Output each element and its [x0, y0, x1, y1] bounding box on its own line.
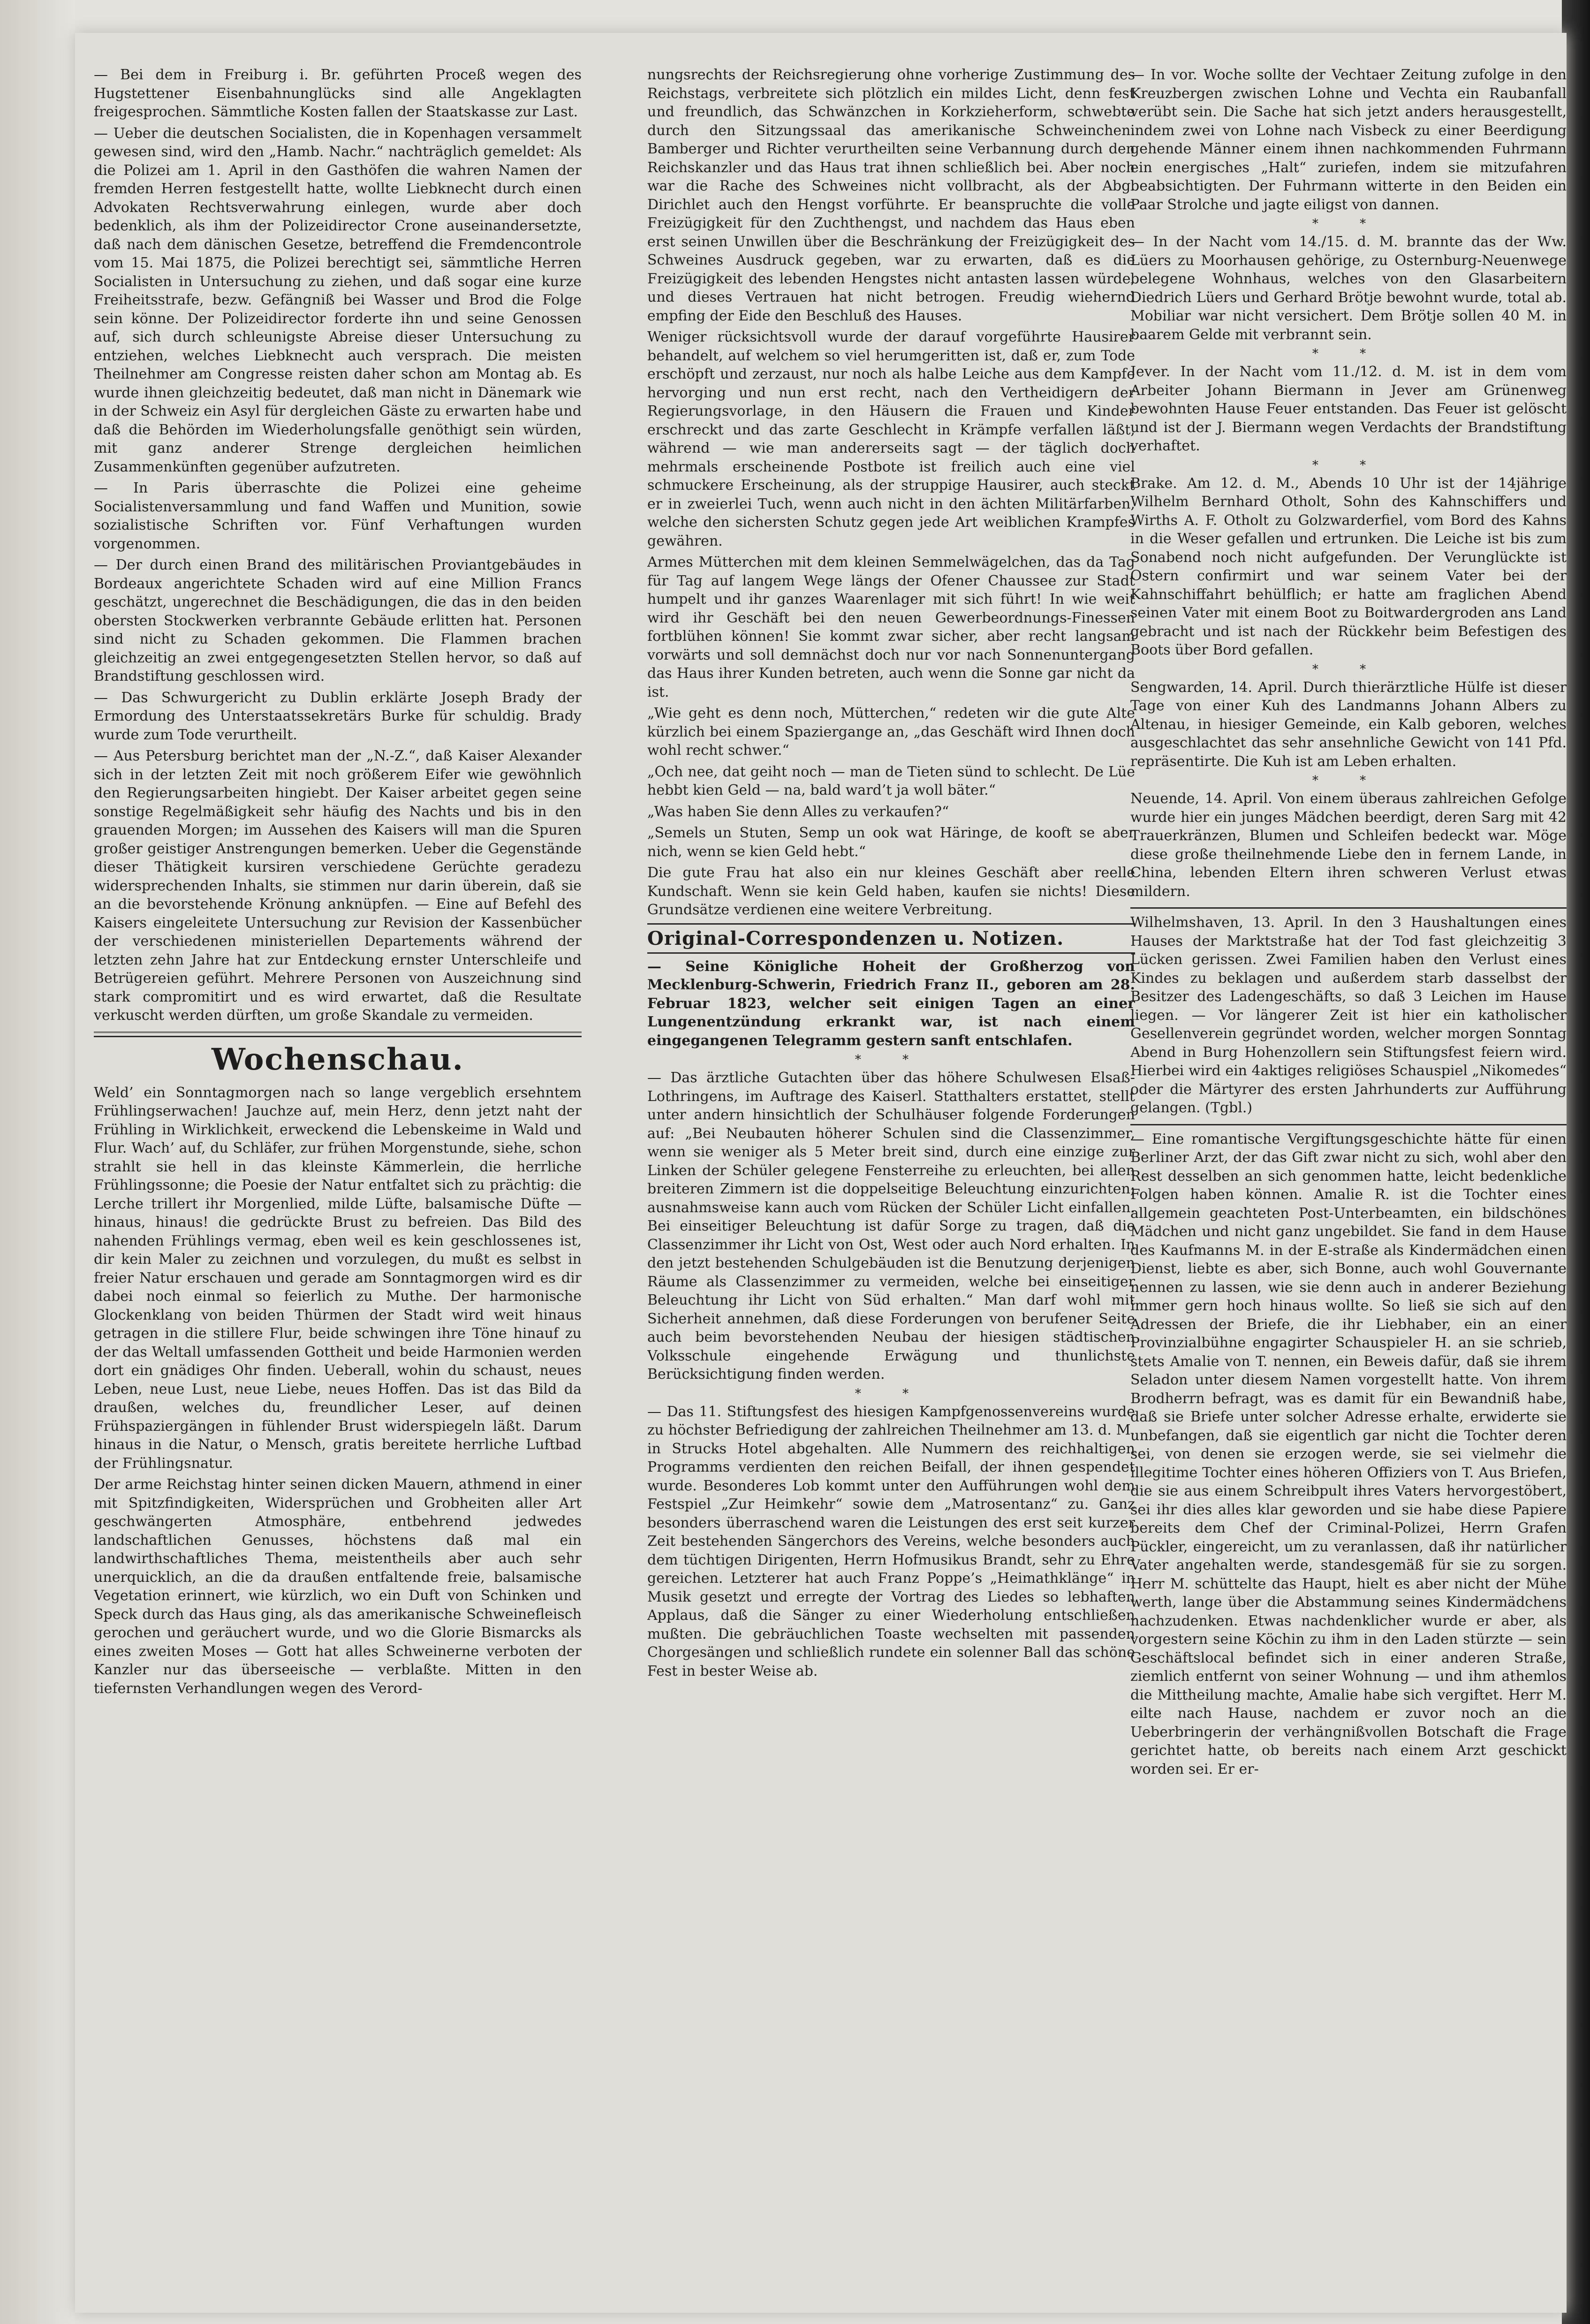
article-dublin: — Das Schwurgericht zu Dublin erklärte Joseph Brady der Ermordung des Unterstaatssekretärs Burke für schuldig. Brady wurde zum Tode verurtheilt.	[94, 689, 582, 743]
column-left	[94, 66, 582, 1701]
article-freiburg: — Bei dem in Freiburg i. Br. geführten Proceß wegen des Hugstettener Eisenbahnunglücks sind alle Angeklagten freigesprochen. Sämmtliche Kosten fallen der Staatskasse zur Last.	[94, 67, 582, 120]
article-jever: Jever. In der Nacht vom 11./12. d. M. ist in dem vom Arbeiter Johann Biermann in Jever am Grünenweg bewohnten Hause Feuer entstanden. Das Feuer ist gelöscht und ist der J. Biermann wegen Verdachts der Brandstiftung verhaftet.	[1130, 364, 1567, 454]
wochenschau-closing: Die gute Frau hat also ein nur kleines Geschäft aber reelle Kundschaft. Wenn sie kein Geld haben, kaufen sie nichts! Diese Grundsätze verdienen eine weitere Verbreitung.	[647, 865, 1135, 918]
column-right	[1130, 66, 1567, 1781]
wochenschau-paragraph-1: Weld’ ein Sonntagmorgen nach so lange vergeblich ersehntem Frühlingserwachen! Jauchze auf, mein Herz, denn jetzt naht der Frühling in Wirklichkeit, erweckend die Lebenskeime in Wald und Flur. Wach’ auf, du Schläfer, zur frühen Morgenstunde, siehe, schon strahlt sie hell in das kleinste Kämmerlein, die herrliche Frühlingssonne; die Poesie der Natur entfaltet sich zu prächtig: die Lerche trillert ihr Morgenlied, milde Lüfte, balsamische Düfte — hinaus, hinaus! die gedrückte Brust zu befreien. Das Bild des nahenden Frühlings vermag, eben weil es kein geschlossenes ist, dir kein Maler zu zeichnen und vorzulegen, du mußt es selbst in freier Natur erschauen und gerade am Sonntagmorgen wird es dir dabei noch einmal so feierlich zu Muthe. Der harmonische Glockenklang von beiden Thürmen der Stadt wird weit hinaus getragen in die stillere Flur, beide schwingen ihre Töne hinauf zu der das Weltall umfassenden Gottheit und beide Harmonien werden dort ein gnädiges Ohr finden. Ueberall, wohin du schaust, neues Leben, neue Lust, neue Liebe, neues Hoffen. Das ist das Bild da draußen, welches du, freundlicher Leser, auf deinen Frühspaziergängen in fühlender Brust widerspiegeln läßt. Darum hinaus in die Natur, o Mensch, gratis bereitete herrliche Luftbad der Frühlingsnatur.	[94, 1084, 582, 1472]
article-wilhelmshaven: Wilhelmshaven, 13. April. In den 3 Haushaltungen eines Hauses der Marktstraße hat der Tod fast gleichzeitig 3 Lücken gerissen. Zwei Familien haben den Verlust eines Kindes zu beklagen und außerdem starb dasselbst der Besitzer des Ladengeschäfts, so daß 3 Leichen im Hause liegen. — Vor längerer Zeit ist hier ein katholischer Gesellenverein gegründet worden, welcher morgen Sonntag Abend in Burg Hohenzollern sein Stiftungsfest feiern wird. Hierbei wird ein 4aktiges religiöses Schauspiel „Nikomedes“ oder die Märtyrer des ersten Jahrhunderts zur Aufführung gelangen. (Tgbl.)	[1130, 914, 1567, 1116]
article-petersburg: — Aus Petersburg berichtet man der „N.-Z.“, daß Kaiser Alexander sich in der letzten Zeit mit noch größerem Eifer wie gewöhnlich den Regierungsarbeiten hingiebt. Der Kaiser arbeitet gegen seine sonstige Regelmäßigkeit sehr häufig des Nachts und bis in den grauenden Morgen; im Aussehen des Kaisers will man die Spuren großer geistiger Anstrengungen bemerken. Ueber die Gegenstände dieser Thätigkeit kursiren verschiedene Gerüchte geradezu widersprechenden Inhalts, sie stimmen nur darin überein, daß sie an die bevorstehende Krönung anknüpfen. — Eine auf Befehl des Kaisers eingeleitete Untersuchung zur Revision der Kassenbücher der verschiedenen ministeriellen Departements während der letzten zehn Jahre hat zur Entdeckung ernster Unterschleife und Betrügereien geführt. Mehrere Personen von Auszeichnung sind stark compromitirt und es wird erwartet, daß die Resultate verkuscht werden dürften, um große Skandale zu vermeiden.	[94, 748, 582, 1024]
separator-stars: * *	[855, 1386, 928, 1401]
wochenschau-paragraph-2: Der arme Reichstag hinter seinen dicken Mauern, athmend in einer mit Spitzfindigkeiten, Widersprüchen und Grobheiten aller Art geschwängerten Atmosphäre, entbehrend jedwedes landschaftlichen Genusses, höchstens daß mal ein landwirthschaftliches Thema, meistentheils aber auch sehr unerquicklich, an die da draußen entfaltende freie, balsamische Vegetation erinnert, wie kürzlich, wo ein Duft von Schinken und Speck durch das Haus ging, als das amerikanische Schweinefleisch gerochen und geräuchert wurde, und wo die Glorie Bismarcks als eines zweiten Moses — Gott hat alles Schweinerne verboten der Kanzler nur das überseeische — verblaßte. Mitten in den tiefernsten Verhandlungen wegen des Verord-	[94, 1476, 582, 1697]
divider-line	[1130, 1124, 1567, 1125]
article-kopenhagen: — Ueber die deutschen Socialisten, die in Kopenhagen versammelt gewesen sind, wird den „Hamb. Nachr.“ nachträglich gemeldet: Als die Polizei am 1. April in den Gasthöfen die wahren Namen der fremden Herren festgestellt hatte, wollte Liebknecht durch einen Advokaten Rechtsverwahrung einlegen, wurde aber doch bedenklich, als ihm der Polizeidirector Crone auseinandersetzte, daß nach dem dänischen Gesetze, betreffend die Fremdencontrole vom 15. Mai 1875, die Polizei berechtigt sei, sämmtliche Herren Socialisten in Untersuchung zu ziehen, und daß sogar eine kurze Freiheitsstrafe, bezw. Gefängniß bei Wasser und Brod die Folge sein könne. Der Polizeidirector forderte ihn und seine Genossen auf, sich durch schleunigste Abreise dieser Untersuchung zu entziehen, welches Liebknecht auch versprach. Die meisten Theilnehmer am Congresse reisten daher schon am Montag ab. Es wurde ihnen gleichzeitig bedeutet, daß man nicht in Dänemark wie in der Schweiz ein Asyl für dergleichen Gäste zu erwarten habe und daß die Behörden im Wiederholungsfalle genöthigt sein würden, mit ganz anderer Strenge dergleichen heimlichen Zusammenkünften gegenüber aufzutreten.	[94, 125, 582, 475]
separator-stars: * *	[1312, 217, 1385, 231]
separator-stars: * *	[855, 1053, 928, 1067]
separator-stars: * *	[1312, 662, 1385, 676]
article-brand-moorhausen: — In der Nacht vom 14./15. d. M. brannte das der Ww. Lüers zu Moorhausen gehörige, zu Osternburg-Neuenwege belegene Wohnhaus, welches von den Glasarbeitern Diedrich Lüers und Gerhard Brötje bewohnt wurde, total ab. Mobiliar war nicht versichert. Dem Brötje sollen 40 M. in baarem Gelde mit verbrannt sein.	[1130, 234, 1567, 343]
column-middle	[647, 66, 1135, 1683]
article-neuende: Neuende, 14. April. Von einem überaus zahlreichen Gefolge wurde hier ein junges Mädchen beerdigt, deren Sarg mit 42 Trauerkränzen, Blumen und Schleifen bedeckt war. Möge diese große theilnehmende Liebe den in fernem Lande, in China, lebenden Eltern ihren schweren Verlust etwas mildern.	[1130, 790, 1567, 900]
separator-stars: * *	[1312, 774, 1385, 788]
article-sengwarden: Sengwarden, 14. April. Durch thierärztliche Hülfe ist dieser Tage von einer Kuh des Landmanns Johann Albers zu Altenau, in hiesiger Gemeinde, ein Kalb geboren, welches ausgeschlachtet das sehr ansehnliche Gewicht von 141 Pfd. repräsentirte. Die Kuh ist am Leben erhalten.	[1130, 679, 1567, 770]
separator-stars: * *	[1312, 458, 1385, 472]
article-kampfgenossenverein: — Das 11. Stiftungsfest des hiesigen Kampfgenossenvereins wurde zu höchster Befriedigung der zahlreichen Theilnehmer am 13. d. M. in Strucks Hotel abgehalten. Alle Nummern des reichhaltigen Programms verdienten den reichen Beifall, der ihnen gespendet wurde. Besonderes Lob kommt unter den Aufführungen wohl dem Festspiel „Zur Heimkehr“ sowie dem „Matrosentanz“ zu. Ganz besonders überraschend waren die Leistungen des erst seit kurzer Zeit bestehenden Sängerchors des Vereins, welche besonders auch dem tüchtigen Dirigenten, Herrn Hofmusikus Brandt, sehr zu Ehre gereichen. Letzterer hat auch Franz Poppe’s „Heimathklänge“ in Musik gesetzt und erregte der Vortrag des Liedes so lebhaften Applaus, daß die Sänger zu einer Wiederholung entschließen mußten. Die gebräuchlichen Toaste wechselten mit passenden Chorgesängen und schließlich rundete ein solenner Ball das schöne Fest in bester Weise ab.	[647, 1403, 1135, 1679]
separator-stars: * *	[1312, 347, 1385, 361]
section-divider	[94, 1032, 582, 1037]
scan-margin-left	[0, 0, 75, 2324]
divider-line	[1130, 907, 1567, 909]
article-bordeaux: — Der durch einen Brand des militärischen Proviantgebäudes in Bordeaux angerichtete Schaden wird auf eine Million Francs geschätzt, ungerechnet die Beschädigungen, die das in den beiden obersten Stockwerken verbrannte Gebäude erlitten hat. Personen sind nicht zu Schaden gekommen. Die Flammen brachen gleichzeitig an zwei entgegengesetzten Stellen hervor, so daß auf Brandstiftung geschlossen wird.	[94, 557, 582, 684]
dialogue-line-1: „Wie geht es denn noch, Mütterchen,“ redeten wir die gute Alte kürzlich bei einem Spaziergange an, „das Geschäft wird Ihnen doch wohl recht schwer.“	[647, 705, 1135, 759]
article-vergiftungsgeschichte: — Eine romantische Vergiftungsgeschichte hätte für einen Berliner Arzt, der das Gift zwar nicht zu sich, wohl aber den Rest desselben an sich genommen hatte, leicht bedenkliche Folgen haben können. Amalie R. ist die Tochter eines allgemein geachteten Post-Unterbeamten, ein bildschönes Mädchen und nicht ganz ungebildet. Sie fand in dem Hause des Kaufmanns M. in der E-straße als Kindermädchen einen Dienst, liebte es aber, sich Bonne, auch wohl Gouvernante nennen zu lassen, wie sie denn auch in anderer Beziehung immer gern hoch hinaus wollte. So ließ sie sich auf den Adressen der Briefe, die ihr Liebhaber, ein an einer Provinzialbühne engagirter Schauspieler H. an sie schrieb, stets Amalie von T. nennen, ein Beweis dafür, daß sie ihrem Seladon unter diesem Namen vorgestellt hatte. Von ihrem Brodherrn befragt, was es damit für ein Bewandniß habe, daß sie Briefe unter solcher Adresse erhalte, erwiderte sie unbefangen, daß sie eigentlich gar nicht die Tochter deren sei, von denen sie erzogen werde, sie sei vielmehr die illegitime Tochter eines höheren Offiziers von T. Aus Briefen, die sie aus einem Schreibpult ihres Vaters hervorgestöbert, sei ihr dies alles klar geworden und sie habe diese Papiere bereits dem Chef der Criminal-Polizei, Herrn Grafen Pückler, eingereicht, um zu veranlassen, daß ihr natürlicher Vater angehalten werde, standesgemäß für sie zu sorgen. Herr M. schüttelte das Haupt, hielt es aber nicht der Mühe werth, lange über die Abstammung seines Kindermädchens nachzudenken. Etwas nachdenklicher wurde er aber, als vorgestern seine Köchin zu ihm in den Laden stürzte — sein Geschäftslocal befindet sich in einer anderen Straße, ziemlich entfernt von seiner Wohnung — und ihm athemlos die Mittheilung machte, Amalie habe sich vergiftet. Herr M. eilte nach Hause, nachdem er zuvor noch an die Ueberbringerin der verhängnißvollen Botschaft die Frage gerichtet hatte, ob bereits nach einem Arzt geschickt worden sei. Er er-	[1130, 1131, 1567, 1777]
dialogue-line-4: „Semels un Stuten, Semp un ook wat Häringe, de kooft se aber nich, wenn se kien Geld hebt.“	[647, 825, 1135, 860]
article-brake: Brake. Am 12. d. M., Abends 10 Uhr ist der 14jährige Wilhelm Bernhard Otholt, Sohn des Kahnschiffers und Wirths A. F. Otholt zu Golzwarderfiel, vom Bord des Kahns in die Weser gefallen und ertrunken. Die Leiche ist bis zum Sonabend noch nicht aufgefunden. Der Verunglückte ist Ostern confirmirt und war seinem Vater bei der Kahnschiffahrt behülflich; er hatte am fraglichen Abend seinen Vater mit einem Boot zu Boitwardergroden ans Land gebracht und ist nach der Rückkehr beim Befestigen des Boots über Bord gefallen.	[1130, 475, 1567, 658]
section-title-wochenschau: Wochenschau.	[212, 1041, 464, 1077]
article-raubanfall: — In vor. Woche sollte der Vechtaer Zeitung zufolge in den Kreuzbergen zwischen Lohne und Vechta ein Raubanfall verübt sein. Die Sache hat sich jetzt anders herausgestellt, indem zwei von Lohne nach Visbeck zu einer Beerdigung gehende Männer einem ihnen nachkommenden Fuhrmann ein energisches „Halt“ zuriefen, indem sie mitzufahren beabsichtigten. Der Fuhrmann witterte in den Beiden ein Paar Strolche und jagte eiligst von dannen.	[1130, 67, 1567, 213]
article-schulhaeuser: — Das ärztliche Gutachten über das höhere Schulwesen Elsaß-Lothringens, im Auftrage des Kaiserl. Statthalters erstattet, stellt unter andern hinsichtlich der Schulhäuser folgende Forderungen auf: „Bei Neubauten höherer Schulen sind die Classenzimmer, wenn sie weniger als 5 Meter breit sind, durch eine einzige zur Linken der Schüler gelegene Fensterreihe zu erleuchten, bei allen breiteren Zimmern ist die doppelseitige Beleuchtung einzurichten; ausnahmsweise kann auch vom Rücken der Schüler Licht einfallen. Bei einseitiger Beleuchtung ist dafür Sorge zu tragen, daß die Classenzimmer ihr Licht von Ost, West oder auch Nord erhalten. In den jetzt bestehenden Schulgebäuden ist die Benutzung derjenigen Räume als Classenzimmer zu vermeiden, welche bei einseitiger Beleuchtung ihr Licht von Süd erhalten.“ Man darf wohl mit Sicherheit annehmen, daß diese Forderungen von berufener Seite auch beim bevorstehenden Neubau der hiesigen städtischen Volksschule eingehende Erwägung und thunlichste Berücksichtigung finden werden.	[647, 1070, 1135, 1382]
notice-grossherzog: — Seine Königliche Hoheit der Großherzog von Mecklenburg-Schwerin, Friedrich Franz II., geboren am 28. Februar 1823, welcher seit einigen Tagen an einer Lungenentzündung erkrankt war, ist nach einem eingegangenen Telegramm gestern sanft entschlafen.	[647, 958, 1135, 1049]
wochenschau-paragraph-4: Weniger rücksichtsvoll wurde der darauf vorgeführte Hausirer behandelt, auf welchem so viel herumgeritten ist, daß er, zum Tode erschöpft und zerzaust, nur noch als halbe Leiche aus dem Kampfe hervorging und nun erst recht, nach den Vertheidigern der Regierungsvorlage, in den Häusern die Frauen und Kinder erschreckt und das zarte Geschlecht in Krämpfe verfallen läßt, während — wie man andererseits sagt — der täglich doch mehrmals erscheinende Postbote ist freilich auch eine viel schmuckere Erscheinung, als der struppige Hausirer, auch steckt er in zweierlei Tuch, wenn auch nicht in den ächten Militärfarben, welche den sichersten Schutz gegen jede Art weiblichen Krampfes gewähren.	[647, 329, 1135, 549]
wochenschau-paragraph-5: Armes Mütterchen mit dem kleinen Semmelwägelchen, das da Tag für Tag auf langem Wege längs der Ofener Chaussee zur Stadt humpelt und ihr ganzes Waarenlager mit sich führt! In wie weit wird ihr Geschäft bei den neuen Gewerbeordnungs-Finessen fortblühen können! Sie kommt zwar sicher, aber recht langsam vorwärts und soll demnächst doch nur vor nach Sonnenuntergang das Haus ihrer Kunden betreten, auch wenn die Sonne gar nicht da ist.	[647, 554, 1135, 700]
wochenschau-paragraph-3: nungsrechts der Reichsregierung ohne vorherige Zustimmung des Reichstags, verbreitete sich plötzlich ein mildes Licht, denn fest und freundlich, das Schwänzchen in Korkzieherform, schwebte durch den Sitzungssaal das amerikanische Schweinchen. Bamberger und Richter verurtheilten seine Verbannung durch den Reichskanzler und das Haus trat ihnen schließlich bei. Aber noch war die Rache des Schweines nicht vollbracht, als der Abg. Dirichlet auch den Hengst vorführte. Er beanspruchte die volle Freizügigkeit für den Zuchthengst, und nachdem das Haus eben erst seinen Unwillen über die Beschränkung der Freizügigkeit des Schweines Ausdruck gegeben, war zu erwarten, daß es die Freizügigkeit des lebenden Hengstes nicht antasten lassen würde, und dieses Vertrauen hat nicht betrogen. Freudig wiehernd empfing der Eide den Beschluß des Hauses.	[647, 67, 1135, 324]
dialogue-line-2: „Och nee, dat geiht noch — man de Tieten sünd to schlecht. De Lüe hebbt kien Geld — na, bald ward’t ja woll bäter.“	[647, 763, 1135, 798]
section-header-correspondenzen: Original-Correspondenzen u. Notizen.	[647, 923, 1135, 954]
article-paris: — In Paris überraschte die Polizei eine geheime Socialistenversammlung und fand Waffen und Munition, sowie sozialistische Schriften vor. Fünf Verhaftungen wurden vorgenommen.	[94, 480, 582, 552]
dialogue-line-3: „Was haben Sie denn Alles zu verkaufen?“	[647, 803, 949, 820]
